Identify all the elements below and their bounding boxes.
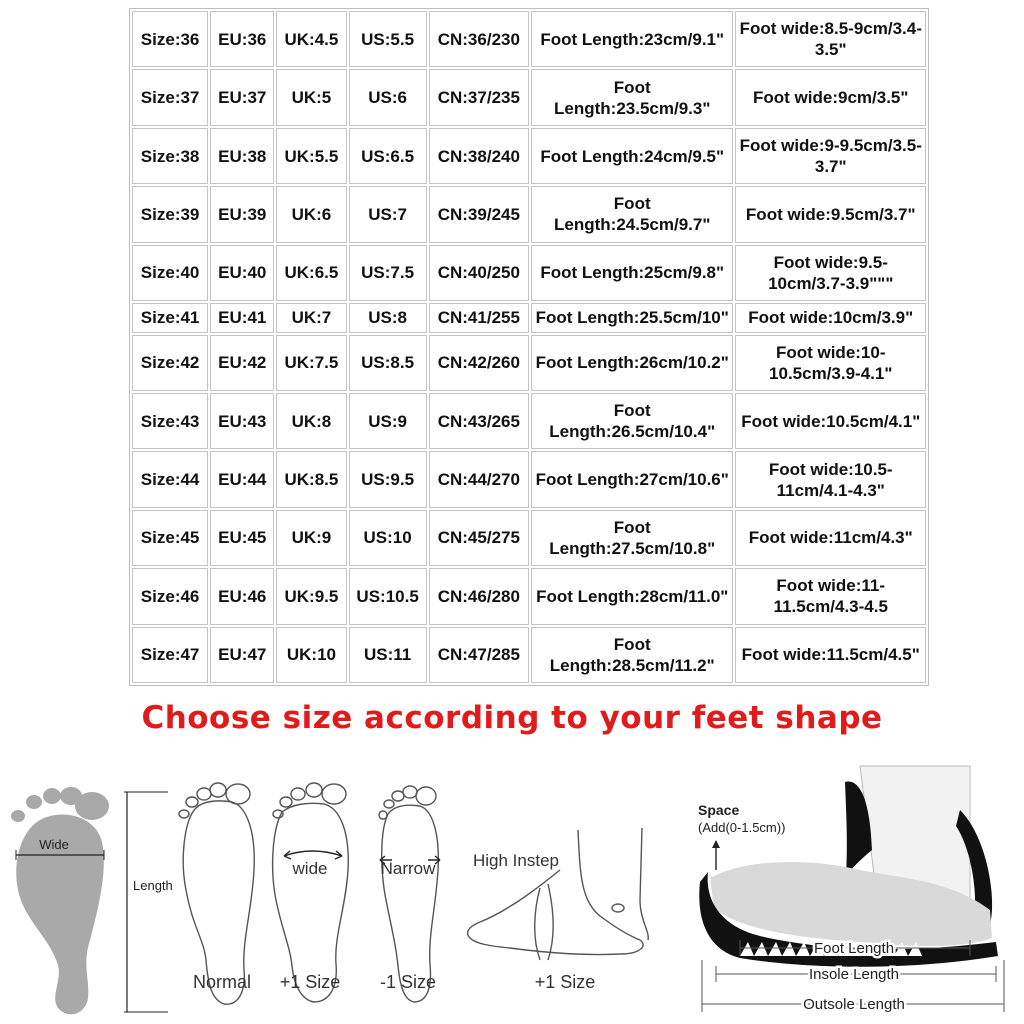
eu-cell: EU:43 bbox=[210, 393, 274, 449]
cn-cell: CN:38/240 bbox=[429, 128, 529, 184]
size-row bbox=[132, 510, 926, 566]
eu-cell: EU:47 bbox=[210, 627, 274, 683]
foot-length-cell: Foot Length:26cm/10.2" bbox=[531, 335, 734, 391]
wide-foot-advice: +1 Size bbox=[279, 972, 341, 992]
uk-cell: UK:6 bbox=[276, 186, 346, 242]
size-row bbox=[132, 568, 926, 624]
cn-cell: CN:39/245 bbox=[429, 186, 529, 242]
size-row bbox=[132, 335, 926, 391]
size-row bbox=[132, 11, 926, 67]
uk-cell: UK:7.5 bbox=[276, 335, 346, 391]
foot-length-cell: Foot Length:28.5cm/11.2" bbox=[531, 627, 734, 683]
cn-cell: CN:40/250 bbox=[429, 245, 529, 301]
cn-cell: CN:46/280 bbox=[429, 568, 529, 624]
foot-length-label: Foot Length bbox=[813, 940, 895, 957]
size-row bbox=[132, 186, 926, 242]
cn-cell: CN:44/270 bbox=[429, 451, 529, 507]
length-label: Length bbox=[133, 878, 173, 893]
eu-cell: EU:44 bbox=[210, 451, 274, 507]
normal-foot-label: Normal bbox=[192, 972, 252, 992]
foot-length-cell: Foot Length:24.5cm/9.7" bbox=[531, 186, 734, 242]
eu-cell: EU:45 bbox=[210, 510, 274, 566]
uk-cell: UK:5 bbox=[276, 69, 346, 125]
uk-cell: UK:4.5 bbox=[276, 11, 346, 67]
size-row bbox=[132, 245, 926, 301]
us-cell: US:10.5 bbox=[349, 568, 427, 624]
size-cell: Size:41 bbox=[132, 303, 208, 332]
size-cell: Size:39 bbox=[132, 186, 208, 242]
cn-cell: CN:42/260 bbox=[429, 335, 529, 391]
foot-width-cell: Foot wide:11cm/4.3" bbox=[735, 510, 926, 566]
foot-length-cell: Foot Length:23cm/9.1" bbox=[531, 11, 734, 67]
size-row bbox=[132, 303, 926, 332]
size-cell: Size:36 bbox=[132, 11, 208, 67]
foot-silhouette-diagram bbox=[11, 787, 173, 1014]
choose-size-heading: Choose size according to your feet shape bbox=[141, 700, 883, 736]
wide-label: Wide bbox=[39, 837, 69, 852]
size-cell: Size:43 bbox=[132, 393, 208, 449]
us-cell: US:8.5 bbox=[349, 335, 427, 391]
us-cell: US:6 bbox=[349, 69, 427, 125]
size-row bbox=[132, 69, 926, 125]
foot-silhouette-icon bbox=[11, 787, 109, 1014]
cn-cell: CN:45/275 bbox=[429, 510, 529, 566]
size-cell: Size:47 bbox=[132, 627, 208, 683]
size-chart-body bbox=[132, 11, 926, 683]
foot-length-cell: Foot Length:26.5cm/10.4" bbox=[531, 393, 734, 449]
uk-cell: UK:6.5 bbox=[276, 245, 346, 301]
foot-length-cell: Foot Length:25.5cm/10" bbox=[531, 303, 734, 332]
foot-width-cell: Foot wide:8.5-9cm/3.4-3.5" bbox=[735, 11, 926, 67]
narrow-foot-drawing bbox=[379, 786, 440, 1002]
cn-cell: CN:47/285 bbox=[429, 627, 529, 683]
uk-cell: UK:8.5 bbox=[276, 451, 346, 507]
foot-length-cell: Foot Length:24cm/9.5" bbox=[531, 128, 734, 184]
eu-cell: EU:38 bbox=[210, 128, 274, 184]
uk-cell: UK:5.5 bbox=[276, 128, 346, 184]
narrow-arrow-label: Narrow bbox=[380, 859, 436, 878]
high-instep-advice: +1 Size bbox=[534, 972, 596, 992]
foot-width-cell: Foot wide:10cm/3.9" bbox=[735, 303, 926, 332]
eu-cell: EU:41 bbox=[210, 303, 274, 332]
size-cell: Size:40 bbox=[132, 245, 208, 301]
size-cell: Size:44 bbox=[132, 451, 208, 507]
foot-width-cell: Foot wide:10.5-11cm/4.1-4.3" bbox=[735, 451, 926, 507]
foot-length-cell: Foot Length:25cm/9.8" bbox=[531, 245, 734, 301]
foot-width-cell: Foot wide:9.5cm/3.7" bbox=[735, 186, 926, 242]
foot-shape-illustrations bbox=[0, 760, 1024, 1024]
uk-cell: UK:7 bbox=[276, 303, 346, 332]
size-cell: Size:45 bbox=[132, 510, 208, 566]
us-cell: US:11 bbox=[349, 627, 427, 683]
size-row bbox=[132, 393, 926, 449]
wide-arrow-label: wide bbox=[292, 859, 328, 878]
eu-cell: EU:39 bbox=[210, 186, 274, 242]
size-chart-table bbox=[129, 8, 929, 686]
us-cell: US:7 bbox=[349, 186, 427, 242]
foot-length-cell: Foot Length:23.5cm/9.3" bbox=[531, 69, 734, 125]
size-row bbox=[132, 627, 926, 683]
normal-foot-drawing bbox=[179, 783, 254, 1004]
uk-cell: UK:9 bbox=[276, 510, 346, 566]
cn-cell: CN:36/230 bbox=[429, 11, 529, 67]
foot-length-cell: Foot Length:27.5cm/10.8" bbox=[531, 510, 734, 566]
cn-cell: CN:41/255 bbox=[429, 303, 529, 332]
high-instep-label: High Instep bbox=[473, 851, 559, 870]
foot-width-cell: Foot wide:9-9.5cm/3.5-3.7" bbox=[735, 128, 926, 184]
us-cell: US:7.5 bbox=[349, 245, 427, 301]
size-cell: Size:46 bbox=[132, 568, 208, 624]
foot-length-cell: Foot Length:27cm/10.6" bbox=[531, 451, 734, 507]
insole-length-label: Insole Length bbox=[808, 966, 900, 983]
size-row bbox=[132, 451, 926, 507]
eu-cell: EU:36 bbox=[210, 11, 274, 67]
size-cell: Size:42 bbox=[132, 335, 208, 391]
us-cell: US:5.5 bbox=[349, 11, 427, 67]
foot-width-cell: Foot wide:10.5cm/4.1" bbox=[735, 393, 926, 449]
foot-length-cell: Foot Length:28cm/11.0" bbox=[531, 568, 734, 624]
cn-cell: CN:43/265 bbox=[429, 393, 529, 449]
wide-foot-drawing bbox=[273, 783, 349, 1002]
us-cell: US:8 bbox=[349, 303, 427, 332]
space-label: Space bbox=[698, 802, 740, 818]
uk-cell: UK:9.5 bbox=[276, 568, 346, 624]
size-cell: Size:37 bbox=[132, 69, 208, 125]
us-cell: US:10 bbox=[349, 510, 427, 566]
uk-cell: UK:10 bbox=[276, 627, 346, 683]
high-instep-foot-drawing bbox=[468, 828, 649, 960]
size-row bbox=[132, 128, 926, 184]
eu-cell: EU:46 bbox=[210, 568, 274, 624]
us-cell: US:6.5 bbox=[349, 128, 427, 184]
uk-cell: UK:8 bbox=[276, 393, 346, 449]
us-cell: US:9 bbox=[349, 393, 427, 449]
eu-cell: EU:42 bbox=[210, 335, 274, 391]
space-note: (Add(0-1.5cm)) bbox=[698, 820, 786, 835]
foot-width-cell: Foot wide:9cm/3.5" bbox=[735, 69, 926, 125]
narrow-foot-advice: -1 Size bbox=[379, 972, 437, 992]
us-cell: US:9.5 bbox=[349, 451, 427, 507]
size-cell: Size:38 bbox=[132, 128, 208, 184]
outsole-length-label: Outsole Length bbox=[803, 996, 905, 1013]
foot-width-cell: Foot wide:10-10.5cm/3.9-4.1" bbox=[735, 335, 926, 391]
cn-cell: CN:37/235 bbox=[429, 69, 529, 125]
eu-cell: EU:37 bbox=[210, 69, 274, 125]
foot-width-cell: Foot wide:9.5-10cm/3.7-3.9""" bbox=[735, 245, 926, 301]
foot-width-cell: Foot wide:11-11.5cm/4.3-4.5 bbox=[735, 568, 926, 624]
foot-width-cell: Foot wide:11.5cm/4.5" bbox=[735, 627, 926, 683]
eu-cell: EU:40 bbox=[210, 245, 274, 301]
